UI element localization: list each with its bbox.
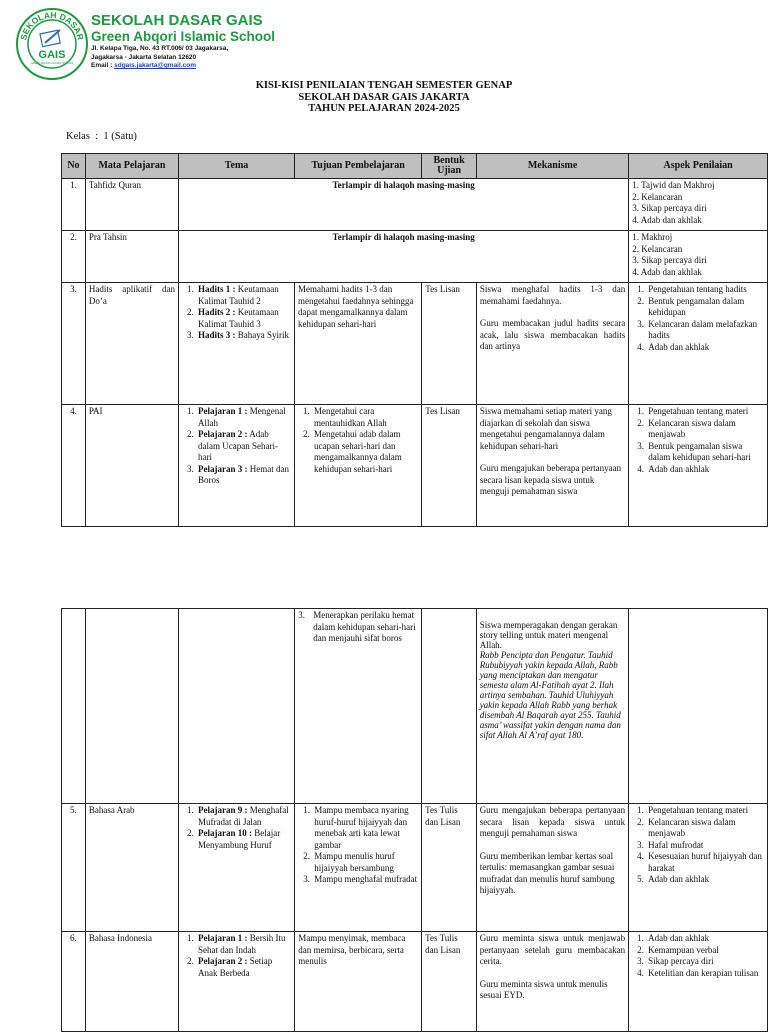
tema-item: 3. Pelajaran 3 : Hemat dan Boros (196, 464, 291, 487)
table-row (62, 932, 768, 1032)
document-title (0, 80, 768, 115)
cell-tema (179, 283, 295, 405)
class-value: 1 (Satu) (103, 131, 137, 142)
table-row-continued (62, 609, 768, 804)
cell-bentuk (422, 609, 477, 804)
aspek-item: 2. Kemampuan verbal (646, 945, 764, 957)
tema-item: 2. Pelajaran 2 : Adab dalam Ucapan Sehari-hari (196, 429, 291, 464)
tema-item: 2. Pelajaran 2 : Setiap Anak Berbeda (196, 956, 291, 979)
cell-lampiran: Terlampir di halaqoh masing-masing (179, 179, 629, 231)
tujuan-item: 1. Mampu membaca nyaring huruf-huruf hijaiyyah dan menebak arti kata lewat gambar (312, 805, 418, 851)
header-mata-pelajaran: Mata Pelajaran (85, 154, 178, 179)
cell-no (62, 609, 86, 804)
aspek-item: 1. Pengetahuan tentang hadits (646, 284, 764, 296)
aspek-item: 3. Kelancaran dalam melafazkan hadits (646, 319, 764, 342)
cell-bentuk: Tes Tulis dan Lisan (422, 804, 477, 932)
address-line-1: Jl. Kelapa Tiga, No. 43 RT.006/ 03 Jagakarsa, (91, 45, 229, 52)
aspek-item: 4. Adab dan akhlak (632, 214, 702, 225)
header-no: No (62, 154, 86, 179)
cell-tema (178, 804, 294, 932)
cell-tujuan (295, 405, 422, 527)
cell-mapel: Bahasa Arab (85, 804, 178, 932)
cell-tema (178, 609, 294, 804)
tema-item: 2. Pelajaran 10 : Belajar Menyambung Huruf (196, 828, 291, 851)
cell-bentuk: Tes Tulis dan Lisan (422, 932, 477, 1032)
cell-mekanisme: Guru mengajukan beberapa pertanyaan secara lisan kepada siswa untuk menguji pemahaman siswa Guru memberikan lembar kertas soal tertulis: memasangkan gambar sesuai mufradat dan menulis huruf sambung hijaiyyah. (476, 804, 628, 932)
table-row (62, 231, 768, 283)
cell-aspek (629, 932, 768, 1032)
aspek-item: 4. Adab dan akhlak (646, 342, 764, 354)
class-label: Kelas (66, 131, 90, 142)
header-mekanisme: Mekanisme (476, 154, 628, 179)
class-info (66, 131, 137, 142)
address-line-2: Jagakarsa - Jakarta Selatan 12620 (91, 54, 197, 61)
tujuan-item: 1. Mengetahui cara mentauhidkan Allah (312, 406, 418, 429)
logo-text: GAIS (38, 49, 66, 61)
cell-tujuan: Mampu menyimak, membaca dan memirsa, berbicara, serta menulis (295, 932, 422, 1032)
title-line-1: KISI-KISI PENILAIAN TENGAH SEMESTER GENAP (255, 80, 513, 91)
cell-mapel: PAI (85, 405, 178, 527)
cell-aspek (629, 283, 768, 405)
table-row (62, 283, 768, 405)
cell-mapel: Hadits aplikatif dan Do’a (85, 283, 178, 405)
cell-bentuk: Tes Lisan (422, 283, 477, 405)
tujuan-item: 3. Mampu menghafal mufradat (312, 874, 418, 886)
letterhead (16, 8, 756, 80)
header-tujuan: Tujuan Pembelajaran (295, 154, 422, 179)
aspek-item: 2. Kelancaran siswa dalam menjawab (646, 418, 764, 441)
cell-tujuan (295, 804, 422, 932)
aspek-item: 4. Ketelitian dan kerapian tulisan (646, 968, 764, 980)
cell-tujuan: Memahami hadits 1-3 dan mengetahui faedahnya sehingga dapat mengamalkannya dalam kehidupan sehari-hari (295, 283, 422, 405)
cell-aspek (629, 179, 768, 231)
cell-aspek (629, 609, 768, 804)
tujuan-item: 3. Menerapkan perilaku hemat dalam kehidupan sehari-hari dan menjauhi sifat boros (298, 610, 416, 643)
cell-mapel (85, 609, 178, 804)
cell-mekanisme: Guru meminta siswa untuk menjawab pertanyaan setelah guru membacakan cerita. Guru meminta siswa untuk menulis sesuai EYD. (476, 932, 628, 1032)
aspek-item: 2. Bentuk pengamalan dalam kehidupan (646, 296, 764, 319)
aspek-item: 3. Sikap percaya diri (632, 203, 707, 213)
cell-tema (178, 932, 294, 1032)
email-link[interactable]: sdgais.jakarta@gmail.com (114, 62, 196, 69)
assessment-table-part-2 (61, 608, 768, 1032)
school-name: SEKOLAH DASAR GAIS (91, 12, 263, 29)
header-tema: Tema (179, 154, 295, 179)
aspek-item: 1. Adab dan akhlak (646, 933, 764, 945)
header-aspek: Aspek Penilaian (629, 154, 768, 179)
cell-mekanisme: Siswa memahami setiap materi yang diajarkan di sekolah dan siswa mengetahui pengamalannya dalam kehidupan sehari-hari Guru mengajukan beberapa pertanyaan secara lisan kepada siswa untuk menguji pemahaman siswa (476, 405, 628, 527)
tema-item: 3. Hadits 3 : Bahaya Syirik (196, 330, 291, 342)
aspek-item: 1. Tajwid dan Makhroj (632, 180, 715, 190)
aspek-item: 1. Pengetahuan tentang materi (646, 805, 764, 817)
logo-subtext: GREEN ABQORI ISLAMIC SCHOOL (30, 62, 74, 65)
cell-bentuk: Tes Lisan (422, 405, 477, 527)
cell-aspek (629, 405, 768, 527)
cell-no: 2. (62, 231, 86, 283)
tema-item: 1. Hadits 1 : Keutamaan Kalimat Tauhid 2 (196, 284, 291, 307)
table-row (62, 804, 768, 932)
tema-item: 1. Pelajaran 1 : Mengenal Allah (196, 406, 291, 429)
cell-no: 6. (62, 932, 86, 1032)
table-row (62, 405, 768, 527)
cell-no: 1. (62, 179, 86, 231)
cell-mapel: Tahfidz Quran (85, 179, 178, 231)
aspek-item: 5. Adab dan akhlak (646, 874, 764, 886)
cell-mekanisme: Siswa menghafal hadits 1-3 dan memahami faedahnya. Guru membacakan judul hadits secara acak, lalu siswa membacakan hadits dan artinya (476, 283, 628, 405)
email-label: Email : (91, 62, 113, 69)
cell-mapel: Pra Tahsin (85, 231, 178, 283)
aspek-item: 4. Kesesuaian huruf hijaiyyah dan harakat (646, 851, 764, 874)
cell-no: 4. (62, 405, 86, 527)
aspek-item: 1. Pengetahuan tentang materi (646, 406, 764, 418)
aspek-item: 3. Hafal mufrodat (646, 840, 764, 852)
aspek-item: 4. Adab dan akhlak (646, 464, 764, 476)
cell-no: 5. (62, 804, 86, 932)
school-name-english: Green Abqori Islamic School (91, 29, 276, 44)
table-header-row (62, 154, 768, 179)
table-row (62, 179, 768, 231)
email-line (91, 62, 196, 69)
aspek-item: 2. Kelancaran siswa dalam menjawab (646, 817, 764, 840)
title-line-2: SEKOLAH DASAR GAIS JAKARTA (298, 91, 470, 103)
cell-no: 3. (62, 283, 86, 405)
school-logo (16, 8, 88, 80)
cell-lampiran: Terlampir di halaqoh masing-masing (179, 231, 629, 283)
cell-aspek (629, 804, 768, 932)
aspek-item: 1. Makhroj (632, 232, 673, 242)
aspek-item: 4. Adab dan akhlak (632, 266, 702, 277)
tema-item: 2. Hadits 2 : Keutamaan Kalimat Tauhid 3 (196, 307, 291, 330)
aspek-item: 2. Kelancaran (632, 243, 683, 254)
tema-item: 1. Pelajaran 9 : Menghafal Mufradat di Jalan (196, 805, 291, 828)
logo-ring-text: SEKOLAH DASAR (18, 9, 86, 42)
tujuan-item: 2. Mengetahui adab dalam ucapan sehari-hari dan mengamalkannya dalam kehidupan sehari-hari (312, 429, 418, 475)
class-separator: : (95, 131, 99, 142)
header-bentuk-ujian: Bentuk Ujian (422, 154, 477, 179)
cell-mapel: Bahasa Indonesia (85, 932, 178, 1032)
cell-mekanisme: Siswa memperagakan dengan gerakan story telling untuk materi mengenal Allah. Rabb Pencipta dan Pengatur. Tauhid Rububiyyah yakin kepada Allah, Rabb yang menciptakan dan mengatur semesta alam Al-Fatihah ayat 2. Ilah artinya sembahan. Tauhid Uluhiyyah yakin kepada Allah Rabb yang berhak disembah Al Baqarah ayat 255. Tauhid asma’ wassifat yakin dengan nama dan sifat Allah Al A’raf ayat 180. (476, 609, 628, 804)
tema-item: 1. Pelajaran 1 : Bersih Itu Sehat dan Indah (196, 933, 291, 956)
aspek-item: 3. Sikap percaya diri (646, 956, 764, 968)
aspek-item: 2. Kelancaran (632, 191, 683, 202)
tujuan-item: 2. Mampu menulis huruf hijaiyyah bersambung (312, 851, 418, 874)
title-line-3: TAHUN PELAJARAN 2024-2025 (308, 103, 460, 114)
cell-tujuan (295, 609, 422, 804)
assessment-table-part-1 (61, 153, 768, 527)
cell-aspek (629, 231, 768, 283)
aspek-item: 3. Bentuk pengamalan siswa dalam kehidupan sehari-hari (646, 441, 764, 464)
aspek-item: 3. Sikap percaya diri (632, 255, 707, 265)
cell-tema (179, 405, 295, 527)
